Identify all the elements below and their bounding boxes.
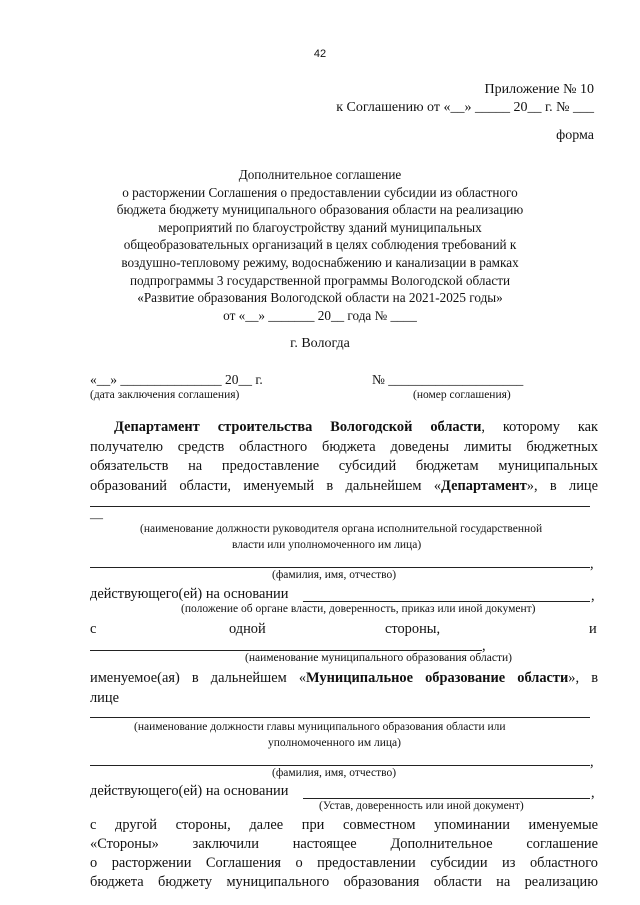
comma: , — [482, 638, 486, 654]
para1-line3: обязательств на предоставление субсидий бюджетам муниципальных — [90, 458, 598, 474]
glava-line — [90, 717, 590, 718]
named-line: именуемое(ая) в дальнейшем «Муниципальное образование области», в — [90, 670, 598, 686]
fio-caption-2: (фамилия, имя, отчество) — [272, 767, 397, 779]
basis-label: действующего(ей) на основании — [90, 586, 289, 602]
head-position-line — [90, 506, 590, 507]
municipality-alias: Муниципальное образование области — [306, 670, 569, 686]
final-line1: с другой стороны, далее при совместном упоминании именуемые — [90, 817, 598, 833]
para1-line4: образований области, именуемый в дальнейшем «Департамент», в лице — [90, 478, 598, 494]
title-line: подпрограммы 3 государственной программы Вологодской области — [129, 272, 511, 288]
basis-caption-2: (Устав, доверенность или иной документ) — [319, 800, 524, 812]
form-label: форма — [556, 128, 594, 143]
comma: , — [591, 588, 595, 604]
document-title — [40, 166, 600, 324]
title-line: бюджета бюджету муниципального образования области на реализацию — [116, 202, 524, 218]
comma: , — [591, 785, 595, 801]
head-position-caption-2: власти или уполномоченного им лица) — [232, 539, 422, 551]
final-line3: о расторжении Соглашения о предоставлении субсидии из областного — [90, 855, 598, 871]
final-line4: бюджета бюджету муниципального образования области на реализацию — [90, 874, 598, 890]
fio-caption: (фамилия, имя, отчество) — [272, 569, 397, 581]
mo-name-caption: (наименование муниципального образования области) — [245, 652, 512, 664]
side-word: и — [589, 621, 597, 637]
date-caption: (дата заключения соглашения) — [90, 389, 240, 401]
title-line: о расторжении Соглашения о предоставлении субсидии из областного — [122, 184, 518, 200]
department-alias: Департамент — [441, 478, 527, 494]
title-line: общеобразовательных организаций в целях соблюдения требований к — [123, 237, 517, 253]
fio-line-2 — [90, 765, 590, 766]
agreement-date-field: «__» _______________ 20__ г. — [90, 372, 263, 387]
title-line: мероприятий по благоустройству зданий муниципальных — [158, 219, 482, 235]
agreement-number-field: № ____________________ — [372, 372, 524, 387]
side-word: с — [90, 621, 97, 637]
title-line: от «__» _______ 20__ года № ____ — [223, 307, 417, 323]
appendix-number: Приложение № 10 — [484, 82, 594, 97]
title-line: «Развитие образования Вологодской области на 2021-2025 годы» — [137, 290, 503, 306]
page-number: 42 — [313, 48, 327, 60]
title-line: воздушно-тепловому режиму, водоснабжению и канализации в рамках — [121, 254, 519, 270]
dash: — — [90, 510, 103, 525]
appendix-reference: к Соглашению от «__» _____ 20__ г. № ___ — [336, 100, 594, 115]
basis-caption: (положение об органе власти, доверенность, приказ или иной документ) — [181, 603, 536, 615]
glava-caption: (наименование должности главы муниципального образования области или — [134, 721, 506, 733]
in-person-label: лице — [90, 690, 119, 706]
city: г. Вологда — [290, 336, 350, 351]
basis-label-2: действующего(ей) на основании — [90, 783, 289, 799]
basis-line — [303, 601, 590, 602]
mo-name-line — [90, 650, 482, 651]
comma: , — [590, 754, 594, 770]
para1-line2: получателю средств областного бюджета доведены лимиты бюджетных — [90, 439, 598, 455]
comma: , — [590, 556, 594, 572]
department-name: Департамент строительства Вологодской области — [114, 419, 482, 435]
number-caption: (номер соглашения) — [413, 389, 511, 401]
para1-line1: Департамент строительства Вологодской области, которому как — [114, 419, 598, 435]
final-line2: «Стороны» заключили настоящее Дополнительное соглашение — [90, 836, 598, 852]
side-word: стороны, — [385, 621, 441, 637]
basis-line-2 — [303, 798, 590, 799]
title-line: Дополнительное соглашение — [238, 167, 402, 182]
fio-line — [90, 567, 590, 568]
glava-caption-2: уполномоченного им лица) — [268, 737, 401, 749]
side-word: одной — [229, 621, 266, 637]
head-position-caption: (наименование должности руководителя органа исполнительной государственной — [140, 523, 543, 535]
